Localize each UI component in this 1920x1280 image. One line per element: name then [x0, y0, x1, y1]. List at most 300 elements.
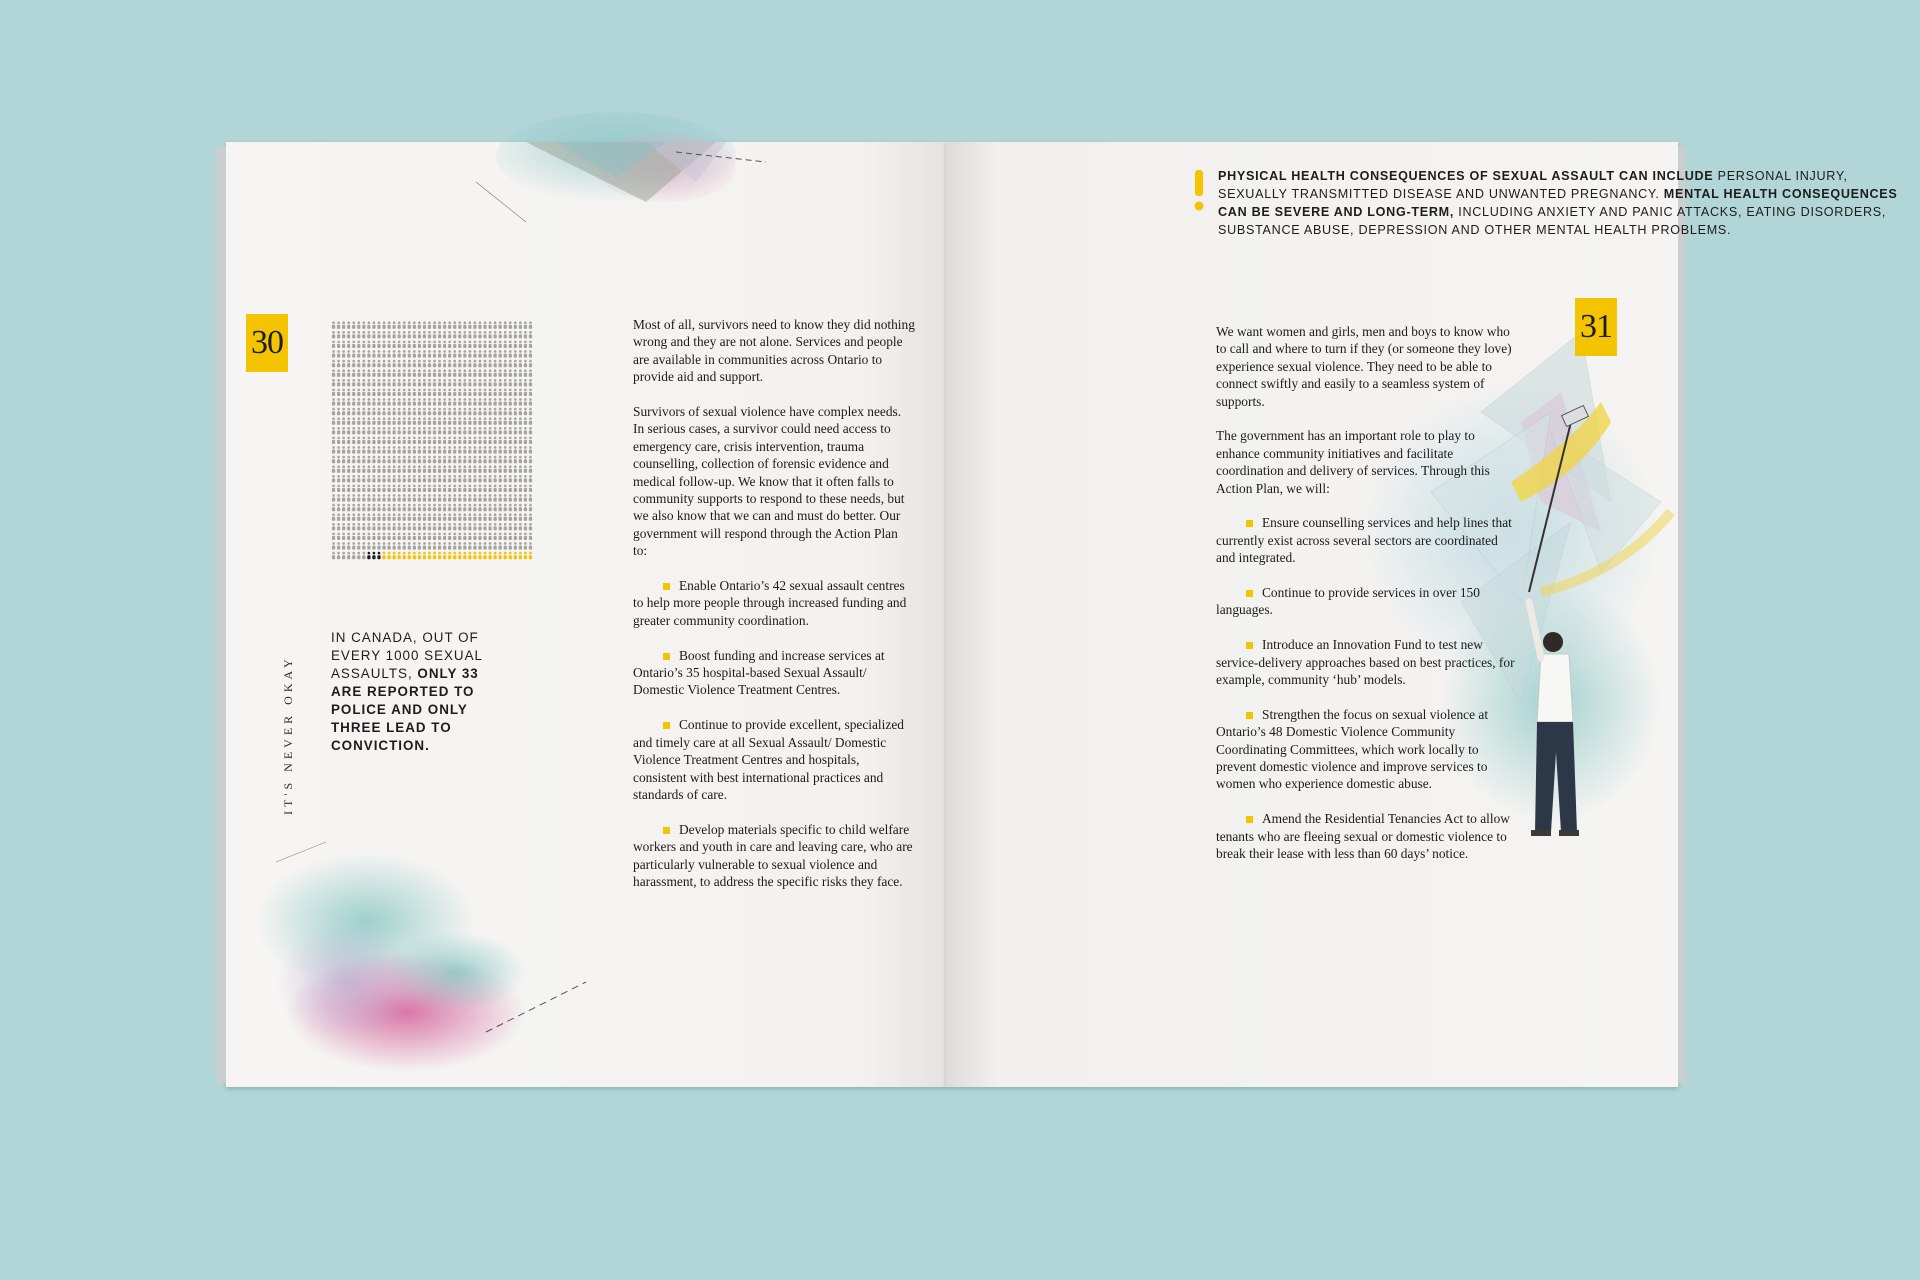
person-figure — [398, 513, 401, 520]
person-figure — [382, 523, 385, 530]
person-figure — [468, 465, 471, 472]
person-figure — [357, 379, 360, 386]
person-figure — [362, 533, 365, 540]
person-figure — [367, 331, 370, 338]
person-figure — [499, 465, 502, 472]
person-figure — [433, 475, 436, 482]
person-figure — [387, 475, 390, 482]
person-figure — [408, 417, 411, 424]
person-figure — [428, 485, 431, 492]
person-figure — [347, 542, 350, 549]
person-figure — [483, 427, 486, 434]
person-figure — [473, 408, 476, 415]
person-figure — [377, 475, 380, 482]
person-figure — [483, 456, 486, 463]
person-figure — [514, 504, 517, 511]
person-figure — [382, 408, 385, 415]
person-figure — [413, 331, 416, 338]
person-figure — [494, 446, 497, 453]
person-figure — [438, 417, 441, 424]
person-figure — [524, 523, 527, 530]
person-figure — [382, 427, 385, 434]
person-figure — [332, 465, 335, 472]
person-figure — [337, 446, 340, 453]
person-figure — [403, 379, 406, 386]
person-figure — [458, 494, 461, 501]
person-figure — [413, 504, 416, 511]
person-figure — [473, 350, 476, 357]
person-figure — [458, 350, 461, 357]
person-figure — [377, 465, 380, 472]
person-figure — [478, 465, 481, 472]
person-figure — [433, 465, 436, 472]
person-figure — [393, 465, 396, 472]
person-figure — [393, 456, 396, 463]
person-figure — [468, 542, 471, 549]
person-figure — [433, 379, 436, 386]
person-figure — [387, 379, 390, 386]
person-figure — [494, 360, 497, 367]
person-figure — [337, 504, 340, 511]
person-figure — [529, 341, 532, 348]
person-figure — [387, 456, 390, 463]
person-figure — [448, 408, 451, 415]
person-figure — [398, 523, 401, 530]
person-figure — [372, 475, 375, 482]
person-figure — [413, 533, 416, 540]
person-figure — [478, 437, 481, 444]
person-figure — [367, 350, 370, 357]
person-figure — [413, 369, 416, 376]
person-figure — [377, 504, 380, 511]
person-figure — [519, 379, 522, 386]
person-figure — [418, 542, 421, 549]
person-figure — [367, 360, 370, 367]
person-figure — [332, 350, 335, 357]
person-figure — [519, 504, 522, 511]
person-figure — [372, 494, 375, 501]
person-figure — [514, 552, 517, 559]
person-figure — [504, 513, 507, 520]
person-figure — [468, 523, 471, 530]
person-figure — [519, 523, 522, 530]
person-figure — [357, 417, 360, 424]
person-figure — [463, 321, 466, 328]
person-figure — [494, 475, 497, 482]
person-figure — [382, 417, 385, 424]
person-figure — [494, 523, 497, 530]
person-figure — [453, 513, 456, 520]
person-figure — [524, 321, 527, 328]
person-figure — [393, 437, 396, 444]
person-figure — [504, 475, 507, 482]
person-figure — [362, 446, 365, 453]
person-figure — [352, 504, 355, 511]
person-figure — [413, 437, 416, 444]
person-figure — [408, 379, 411, 386]
person-figure — [514, 456, 517, 463]
person-figure — [357, 408, 360, 415]
person-figure — [483, 485, 486, 492]
person-figure — [448, 350, 451, 357]
person-figure — [483, 437, 486, 444]
person-figure — [382, 437, 385, 444]
person-figure — [453, 408, 456, 415]
person-figure — [483, 446, 486, 453]
person-figure — [428, 369, 431, 376]
person-figure — [509, 456, 512, 463]
person-figure — [458, 331, 461, 338]
person-figure — [357, 465, 360, 472]
person-figure — [372, 485, 375, 492]
person-figure — [433, 408, 436, 415]
bullet-text: Develop materials specific to child welfare workers and youth in care and leaving care, who are particularly vulnerable to sexual violence and harassment, to address the specific risks they face. — [633, 821, 913, 889]
person-figure — [332, 552, 335, 559]
person-figure — [453, 475, 456, 482]
watercolor-shards-top-illustration — [466, 142, 906, 242]
person-figure — [413, 446, 416, 453]
person-figure — [423, 417, 426, 424]
person-figure — [398, 446, 401, 453]
person-figure — [448, 485, 451, 492]
person-figure — [473, 321, 476, 328]
person-figure — [468, 321, 471, 328]
person-figure — [433, 331, 436, 338]
person-figure — [347, 360, 350, 367]
person-figure — [514, 494, 517, 501]
person-figure — [519, 369, 522, 376]
person-figure — [367, 542, 370, 549]
person-figure — [372, 542, 375, 549]
person-figure — [393, 389, 396, 396]
person-figure — [494, 408, 497, 415]
person-figure — [377, 427, 380, 434]
person-figure — [488, 552, 491, 559]
person-figure — [519, 533, 522, 540]
person-figure — [499, 331, 502, 338]
person-figure — [483, 533, 486, 540]
person-figure — [494, 369, 497, 376]
person-figure — [418, 475, 421, 482]
person-figure — [529, 504, 532, 511]
person-figure — [504, 523, 507, 530]
person-figure — [398, 475, 401, 482]
person-figure — [372, 533, 375, 540]
person-figure — [433, 427, 436, 434]
person-figure — [483, 552, 486, 559]
person-figure — [438, 369, 441, 376]
person-figure — [403, 321, 406, 328]
person-figure — [337, 542, 340, 549]
person-figure — [458, 398, 461, 405]
person-figure — [478, 494, 481, 501]
person-figure — [504, 350, 507, 357]
person-figure — [362, 513, 365, 520]
person-figure — [352, 456, 355, 463]
person-figure — [509, 379, 512, 386]
page-edge — [216, 146, 226, 1083]
person-figure — [372, 350, 375, 357]
person-figure — [529, 389, 532, 396]
person-figure — [483, 398, 486, 405]
bullet-item — [633, 577, 915, 629]
person-figure — [377, 417, 380, 424]
person-figure — [377, 398, 380, 405]
person-figure — [382, 456, 385, 463]
person-figure — [352, 408, 355, 415]
person-figure — [443, 465, 446, 472]
person-figure — [367, 321, 370, 328]
person-figure — [382, 321, 385, 328]
person-figure — [514, 398, 517, 405]
person-figure — [377, 350, 380, 357]
person-figure — [529, 513, 532, 520]
person-figure — [428, 475, 431, 482]
person-figure — [458, 321, 461, 328]
person-figure — [398, 321, 401, 328]
person-figure — [488, 437, 491, 444]
person-figure — [428, 321, 431, 328]
person-figure — [529, 398, 532, 405]
person-figure — [377, 331, 380, 338]
person-figure — [448, 504, 451, 511]
person-figure — [478, 341, 481, 348]
person-figure — [418, 523, 421, 530]
person-figure — [524, 389, 527, 396]
person-figure — [499, 456, 502, 463]
person-figure — [509, 523, 512, 530]
person-figure — [403, 523, 406, 530]
person-figure — [514, 485, 517, 492]
person-figure — [524, 542, 527, 549]
person-figure — [473, 417, 476, 424]
person-figure — [448, 533, 451, 540]
person-figure — [393, 485, 396, 492]
person-figure — [377, 379, 380, 386]
person-figure — [473, 523, 476, 530]
person-figure — [433, 369, 436, 376]
person-figure — [372, 504, 375, 511]
person-figure — [423, 485, 426, 492]
person-figure — [342, 417, 345, 424]
person-figure — [428, 446, 431, 453]
person-figure — [377, 533, 380, 540]
left-page — [226, 142, 946, 1087]
person-figure — [488, 475, 491, 482]
person-figure — [342, 408, 345, 415]
person-figure — [463, 417, 466, 424]
person-figure — [357, 552, 360, 559]
person-figure — [499, 350, 502, 357]
person-figure — [423, 533, 426, 540]
person-figure — [413, 398, 416, 405]
person-figure — [418, 389, 421, 396]
person-figure — [509, 494, 512, 501]
person-figure — [332, 331, 335, 338]
person-figure — [448, 446, 451, 453]
person-figure — [423, 321, 426, 328]
person-figure — [488, 542, 491, 549]
person-figure — [418, 485, 421, 492]
person-figure — [408, 350, 411, 357]
person-figure — [463, 485, 466, 492]
person-figure — [519, 331, 522, 338]
person-figure — [367, 417, 370, 424]
callout-bold-2: MENTAL HEALTH CONSEQUENCES CAN BE SEVERE AND LONG-TERM, — [1218, 187, 1898, 219]
person-figure — [393, 533, 396, 540]
person-figure — [428, 456, 431, 463]
callout-plain-1: PERSONAL INJURY, SEXUALLY TRANSMITTED DISEASE AND UNWANTED PREGNANCY. — [1218, 169, 1848, 201]
person-figure — [488, 331, 491, 338]
person-figure — [529, 475, 532, 482]
person-figure — [524, 379, 527, 386]
person-figure — [453, 437, 456, 444]
person-figure — [357, 398, 360, 405]
person-figure — [382, 485, 385, 492]
person-figure — [403, 398, 406, 405]
person-figure — [362, 408, 365, 415]
person-figure — [382, 513, 385, 520]
person-figure — [387, 369, 390, 376]
person-figure — [393, 523, 396, 530]
person-figure — [398, 389, 401, 396]
person-figure — [453, 417, 456, 424]
person-figure — [519, 417, 522, 424]
person-figure — [342, 504, 345, 511]
person-figure — [347, 485, 350, 492]
person-figure — [413, 465, 416, 472]
person-figure — [514, 350, 517, 357]
person-figure — [443, 542, 446, 549]
person-figure — [463, 494, 466, 501]
bullet-square-icon — [1246, 590, 1253, 597]
person-figure — [433, 321, 436, 328]
person-figure — [473, 485, 476, 492]
person-figure — [382, 369, 385, 376]
person-figure — [514, 542, 517, 549]
left-text-column — [633, 316, 915, 908]
person-figure — [337, 533, 340, 540]
person-figure — [488, 350, 491, 357]
person-figure — [347, 398, 350, 405]
person-figure — [347, 513, 350, 520]
person-figure — [514, 533, 517, 540]
person-figure — [382, 446, 385, 453]
person-figure — [418, 513, 421, 520]
person-figure — [357, 446, 360, 453]
person-figure — [463, 465, 466, 472]
person-figure — [453, 485, 456, 492]
person-figure — [367, 379, 370, 386]
person-figure — [529, 408, 532, 415]
person-figure — [413, 341, 416, 348]
person-figure — [524, 427, 527, 434]
bullet-square-icon — [1246, 642, 1253, 649]
person-figure — [357, 389, 360, 396]
person-figure — [398, 533, 401, 540]
person-figure — [352, 542, 355, 549]
person-figure — [529, 350, 532, 357]
person-figure — [398, 341, 401, 348]
person-figure — [453, 321, 456, 328]
person-figure — [357, 475, 360, 482]
person-figure — [473, 331, 476, 338]
person-figure — [483, 465, 486, 472]
person-figure — [438, 446, 441, 453]
person-figure — [428, 533, 431, 540]
person-figure — [408, 398, 411, 405]
person-figure — [499, 523, 502, 530]
person-figure — [529, 446, 532, 453]
person-figure — [529, 523, 532, 530]
person-figure — [473, 360, 476, 367]
person-figure — [398, 369, 401, 376]
person-figure — [332, 437, 335, 444]
person-figure — [509, 513, 512, 520]
person-figure — [453, 341, 456, 348]
person-figure — [332, 456, 335, 463]
person-figure — [468, 513, 471, 520]
bullet-item — [633, 716, 915, 803]
person-figure — [438, 504, 441, 511]
person-figure — [453, 369, 456, 376]
person-figure — [488, 513, 491, 520]
person-figure — [488, 504, 491, 511]
person-figure — [413, 523, 416, 530]
person-figure — [408, 369, 411, 376]
person-figure — [529, 369, 532, 376]
person-figure — [509, 437, 512, 444]
running-title: IT'S NEVER OKAY — [281, 655, 295, 815]
person-figure — [458, 533, 461, 540]
person-figure — [408, 552, 411, 559]
person-figure — [478, 408, 481, 415]
person-figure — [463, 341, 466, 348]
person-figure — [438, 533, 441, 540]
person-figure — [524, 504, 527, 511]
person-figure — [499, 341, 502, 348]
person-figure — [428, 408, 431, 415]
person-figure — [483, 513, 486, 520]
person-figure — [337, 523, 340, 530]
person-figure — [453, 350, 456, 357]
person-figure — [468, 456, 471, 463]
person-figure — [398, 398, 401, 405]
person-figure — [524, 369, 527, 376]
person-figure — [483, 379, 486, 386]
person-figure — [382, 542, 385, 549]
person-figure — [367, 456, 370, 463]
person-figure — [504, 341, 507, 348]
person-figure — [413, 389, 416, 396]
person-figure — [473, 369, 476, 376]
person-figure — [478, 398, 481, 405]
person-figure — [473, 379, 476, 386]
person-figure — [377, 456, 380, 463]
person-figure — [438, 437, 441, 444]
person-figure — [468, 533, 471, 540]
person-figure — [337, 331, 340, 338]
person-figure — [473, 456, 476, 463]
person-figure — [443, 437, 446, 444]
person-figure — [413, 350, 416, 357]
person-figure — [483, 331, 486, 338]
person-figure — [403, 341, 406, 348]
person-figure — [514, 331, 517, 338]
person-figure — [332, 389, 335, 396]
person-figure — [408, 360, 411, 367]
person-figure — [499, 321, 502, 328]
